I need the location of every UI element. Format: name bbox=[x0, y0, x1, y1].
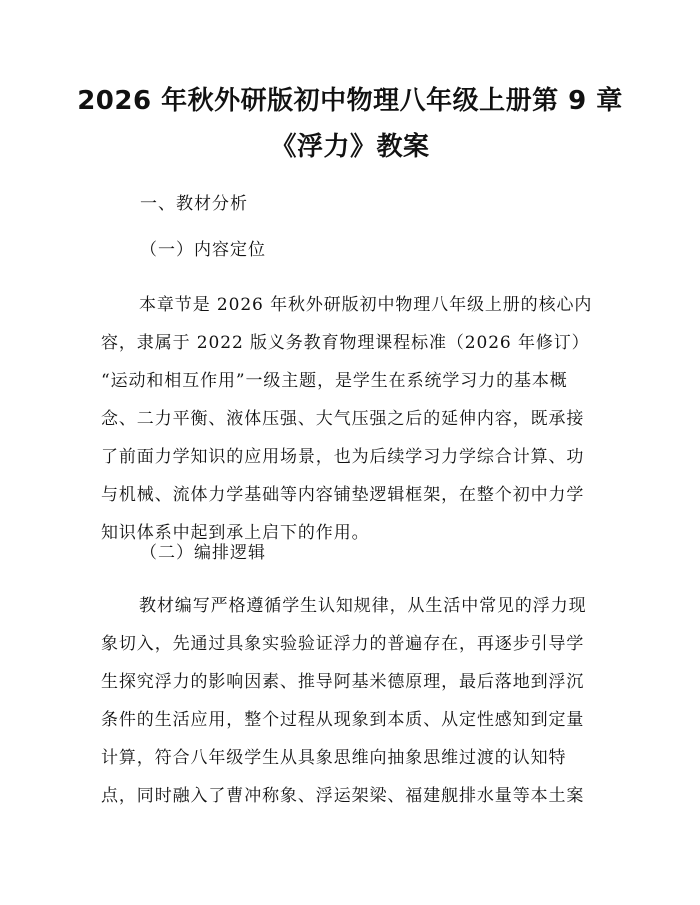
paragraph-line: 生探究浮力的影响因素、推导阿基米德原理，最后落地到浮沉 bbox=[101, 672, 585, 692]
section-heading: 一、教材分析 bbox=[140, 194, 248, 214]
paragraph-line: 容，隶属于 2022 版义务教育物理课程标准（2026 年修订） bbox=[101, 333, 590, 353]
paragraph-content-positioning bbox=[101, 286, 601, 552]
subsection-heading-arrangement-logic: （二）编排逻辑 bbox=[140, 543, 266, 563]
paragraph-line: 了前面力学知识的应用场景，也为后续学习力学综合计算、功 bbox=[101, 447, 585, 467]
paragraph-line: 念、二力平衡、液体压强、大气压强之后的延伸内容，既承接 bbox=[101, 409, 585, 429]
document-title-line-1: 2026 年秋外研版初中物理八年级上册第 9 章 bbox=[77, 86, 623, 116]
paragraph-line: 教材编写严格遵循学生认知规律，从生活中常见的浮力现 bbox=[139, 596, 587, 616]
paragraph-line: 象切入，先通过具象实验验证浮力的普遍存在，再逐步引导学 bbox=[101, 634, 585, 654]
paragraph-line: 知识体系中起到承上启下的作用。 bbox=[101, 523, 370, 543]
subsection-heading-content-positioning: （一）内容定位 bbox=[140, 240, 266, 260]
paragraph-line: 条件的生活应用，整个过程从现象到本质、从定性感知到定量 bbox=[101, 710, 585, 730]
paragraph-line: 与机械、流体力学基础等内容铺垫逻辑框架，在整个初中力学 bbox=[101, 485, 585, 505]
paragraph-line: 本章节是 2026 年秋外研版初中物理八年级上册的核心内 bbox=[139, 295, 593, 315]
paragraph-line: 计算，符合八年级学生从具象思维向抽象思维过渡的认知特 bbox=[101, 748, 567, 768]
document-title-line-2: 《浮力》教案 bbox=[270, 132, 430, 162]
paragraph-line: 点，同时融入了曹冲称象、浮运架梁、福建舰排水量等本土案 bbox=[101, 786, 585, 806]
paragraph-arrangement-logic bbox=[101, 587, 601, 815]
paragraph-line: “运动和相互作用”一级主题，是学生在系统学习力的基本概 bbox=[101, 371, 568, 391]
